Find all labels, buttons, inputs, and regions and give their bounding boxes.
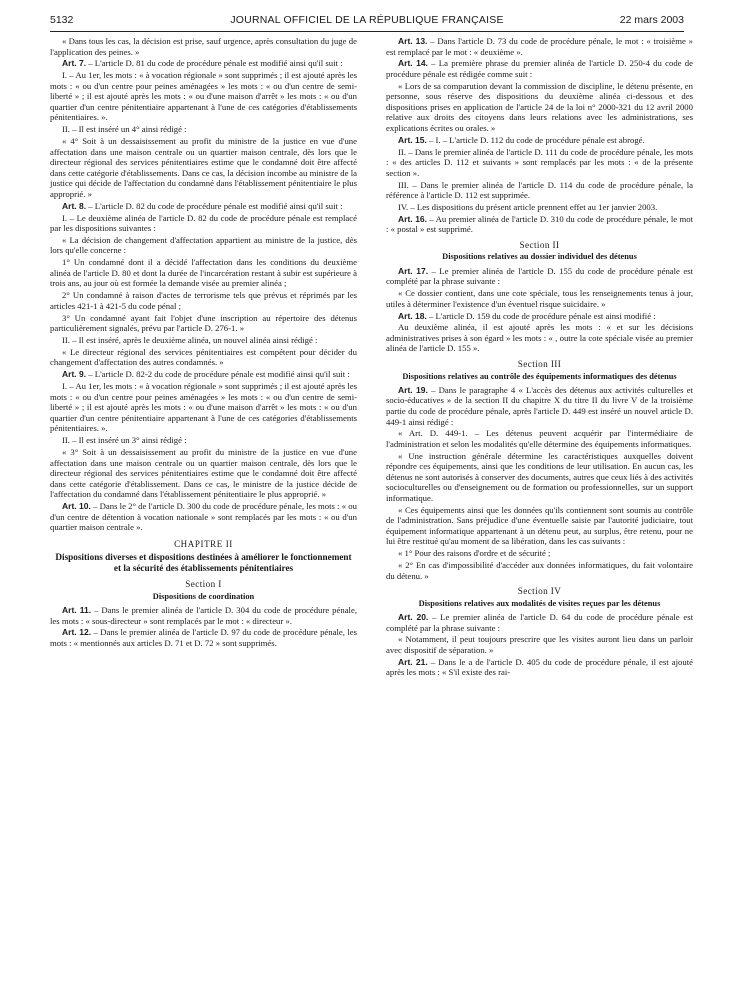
header-rule — [50, 31, 684, 32]
article-text: – La première phrase du premier alinéa de l'article D. 250-4 du code de procédure pénale est rédigée comme suit : — [386, 58, 693, 79]
paragraph: IV. – Les dispositions du présent article prennent effet au 1er janvier 2003. — [398, 201, 658, 212]
article-text: – Dans l'article D. 73 du code de procédure pénale, le mot : « troisième » est remplacé par le mot : « deuxième ». — [386, 36, 693, 57]
paragraph: « 3° Soit à un dessaisissement au profit du ministre de la justice en vue d'une affectation dans une maison centrale ou un quartier maison centrale, dès lors que le directeur régional des services pénitentiaires estime que le condamné doit être affecté dans cette catégorie d'établissement. Dans ce cas, le ministre de la justice décide de l'affectation du condamné dans l'établissement pénitentiaire le plus approprié. » — [50, 446, 357, 500]
paragraph: « Notamment, il peut toujours prescrire que les visites auront lieu dans un parloir avec dispositif de séparation. » — [386, 634, 693, 655]
article-label: Art. 15. — [398, 134, 427, 145]
article-label: Art. 19. — [398, 384, 428, 395]
paragraph: III. – Dans le premier alinéa de l'article D. 114 du code de procédure pénale, la référence à l'article D. 112 est supprimée. — [386, 179, 693, 201]
article-paragraph — [386, 58, 693, 79]
article-paragraph — [50, 201, 357, 212]
section-title: Dispositions relatives au contrôle des équipements informatiques des détenus — [402, 371, 677, 381]
article-text: – Dans le premier alinéa de l'article D. 97 du code de procédure pénale, les mots : « mentionnés aux articles D. 71 et D. 72 » sont supprimés. — [50, 627, 357, 648]
article-label: Art. 14. — [398, 58, 428, 69]
paragraph: II. – Il est inséré un 3° ainsi rédigé : — [62, 435, 187, 446]
article-paragraph — [386, 214, 693, 235]
article-label: Art. 9. — [62, 369, 87, 380]
article-text: – Dans le premier alinéa de l'article D. 304 du code de procédure pénale, les mots : « sous-directeur » sont remplacés par le mot : « directeur ». — [50, 605, 357, 626]
article-label: Art. 21. — [398, 656, 428, 667]
paragraph: « Art. D. 449-1. – Les détenus peuvent acquérir par l'intermédiaire de l'administration et selon les modalités qu'elle détermine des équipements informatiques. — [386, 428, 693, 449]
article-label: Art. 10. — [62, 501, 91, 512]
article-text: – Au premier alinéa de l'article D. 310 du code de procédure pénale, le mot : « postal » est supprimé. — [386, 213, 693, 235]
article-paragraph — [50, 58, 357, 69]
paragraph: « 1° Pour des raisons d'ordre et de sécurité ; — [398, 548, 551, 559]
article-paragraph — [386, 135, 693, 146]
section-heading: Section I — [185, 579, 222, 590]
paragraph: II. – Dans le premier alinéa de l'article D. 111 du code de procédure pénale, les mots : « des articles D. 112 et suivants » sont remplacés par les mots : « de la présente section ». — [386, 146, 693, 178]
paragraph: 1° Un condamné dont il a décidé l'affectation dans les conditions du deuxième alinéa de l'article D. 80 et dont la durée de l'incarcération restant à subir est supérieure à trois ans, au jour où est formée la demande visée au premier alinéa ; — [50, 257, 357, 289]
paragraph: I. – Au 1er, les mots : « à vocation régionale » sont supprimés ; il est ajouté après les mots : « ou d'un centre pour peines aménagées » les mots : « ou d'un centre de semi-liberté » ; il est ajouté après les mots : « ou d'une maison d'arrêt » les mots : « ou d'un quartier d'un centre pénitentiaire appartenant à l'une de ces catégories d'établissements pénitentiaires. ». — [50, 70, 357, 123]
paragraph: 3° Un condamné ayant fait l'objet d'une inscription au répertoire des détenus particulièrement signalés, prévu par l'article D. 276-1. » — [50, 312, 357, 334]
article-label: Art. 12. — [62, 627, 92, 638]
journal-title: JOURNAL OFFICIEL DE LA RÉPUBLIQUE FRANÇAISE — [230, 14, 504, 26]
article-paragraph — [386, 311, 693, 322]
article-text: – L'article D. 81 du code de procédure pénale est modifié ainsi qu'il suit : — [86, 58, 343, 69]
article-paragraph — [386, 266, 693, 287]
paragraph: I. – Au 1er, les mots : « à vocation régionale » sont supprimés ; il est ajouté après les mots : « ou d'un centre pour peines aménagées » les mots : « ou d'un centre de semi-liberté » ; il est ajouté après les mots : « ou d'une maison d'arrêt » les mots : « ou d'un quartier d'un centre pénitentiaire appartenant à l'une de ces catégories d'établissements pénitentiaires. ». — [50, 381, 357, 434]
paragraph: « Lors de sa comparution devant la commission de discipline, le détenu présente, en personne, sous réserve des dispositions du deuxième alinéa ci-dessous et des dispositions prises en application de l'article 24 de la loi n° 2000-321 du 12 avril 2000 relative aux droits des citoyens dans leurs relations avec les administrations, ses explications écrites ou orales. » — [386, 80, 693, 133]
article-paragraph — [50, 369, 357, 380]
article-text: – I. – L'article D. 112 du code de procédure pénale est abrogé. — [426, 134, 645, 145]
article-paragraph — [50, 501, 357, 533]
article-paragraph — [50, 605, 357, 626]
page-header — [50, 10, 684, 28]
paragraph: II. – Il est inséré un 4° ainsi rédigé : — [62, 124, 187, 135]
section-title: Dispositions relatives aux modalités de visites reçues par les détenus — [418, 598, 661, 608]
paragraph: Au deuxième alinéa, il est ajouté après les mots : « et sur les décisions administratives prises à son égard » les mots : « , outre la cote spéciale visée au premier alinéa de l'article D. 155 ». — [386, 322, 693, 354]
paragraph: « Ces équipements ainsi que les données qu'ils contiennent sont soumis au contrôle de l'administration. Sans préjudice d'une éventuelle saisie par l'autorité judiciaire, tout équipement informatique appartenant à un détenu peut, au surplus, être retenu, pour ne lui être restitué qu'au moment de sa libération, dans les cas suivants : — [386, 504, 693, 547]
article-paragraph — [386, 385, 693, 427]
section-title: Dispositions relatives au dossier individuel des détenus — [442, 252, 637, 262]
article-text: – Dans le 2° de l'article D. 300 du code de procédure pénale, les mots : « ou d'un centre de détention à vocation nationale » sont remplacés par les mots : « ou d'un quartier maison centrale ». — [50, 501, 357, 533]
article-label: Art. 20. — [398, 612, 429, 623]
paragraph: I. – Le deuxième alinéa de l'article D. 82 du code de procédure pénale est remplacé par les dispositions suivantes : — [50, 212, 357, 234]
article-label: Art. 11. — [62, 605, 92, 616]
paragraph: II. – Il est inséré, après le deuxième alinéa, un nouvel alinéa ainsi rédigé : — [62, 335, 318, 346]
article-paragraph — [386, 612, 693, 633]
paragraph: « Le directeur régional des services pénitentiaires est compétent pour décider du changement d'affectation des autres condamnés. » — [50, 346, 357, 368]
article-label: Art. 8. — [62, 200, 87, 211]
section-title: Dispositions de coordination — [152, 591, 255, 601]
section-heading: Section III — [517, 359, 562, 370]
paragraph: « Ce dossier contient, dans une cote spéciale, tous les renseignements tenus à jour, utiles à déterminer l'existence d'un éventuel risque suicidaire. » — [386, 288, 693, 309]
article-text: – Le premier alinéa de l'article D. 155 du code de procédure pénale est complété par la phrase suivante : — [386, 265, 693, 287]
article-label: Art. 13. — [398, 36, 428, 46]
article-paragraph — [50, 627, 357, 648]
paragraph: « Dans tous les cas, la décision est prise, sauf urgence, après consultation du juge de l'application des peines. » — [50, 36, 357, 57]
article-label: Art. 16. — [398, 213, 428, 224]
page-number: 5132 — [50, 14, 74, 26]
article-text: – Le premier alinéa de l'article D. 64 du code de procédure pénale est complété par la phrase suivante : — [386, 612, 693, 633]
paragraph: « La décision de changement d'affectation appartient au ministre de la justice, dès lors qu'elle concerne : — [50, 234, 357, 256]
section-heading: Section II — [519, 239, 560, 250]
paragraph: « Une instruction générale détermine les caractéristiques auxquelles doivent répondre ces équipements, ainsi que les conditions de leur utilisation. En aucun cas, les détenus ne sont autorisés à conserver des documents, autres que ceux liés à des activités socioculturelles ou d'enseignement ou de formation ou professionnelles, sur un support informatique. — [386, 450, 693, 503]
article-text: – Dans le paragraphe 4 « L'accès des détenus aux activités culturelles et socio-éducatives » de la section II du chapitre X du titre II du livre V de la troisième partie du code de procédure pénale, après l'article D. 449 est inséré un nouvel article D. 449-1 ainsi rédigé : — [386, 384, 693, 427]
article-label: Art. 18. — [398, 310, 427, 321]
article-paragraph — [386, 36, 693, 57]
paragraph: « 2° En cas d'impossibilité d'accéder aux données informatiques, du fait volontaire du détenu. » — [386, 560, 693, 581]
article-label: Art. 17. — [398, 265, 429, 276]
paragraph: 2° Un condamné à raison d'actes de terrorisme tels que prévus et réprimés par les articles 421-1 à 421-5 du code pénal ; — [50, 290, 357, 311]
publication-date: 22 mars 2003 — [619, 14, 684, 26]
chapter-heading: CHAPITRE II — [174, 538, 233, 549]
section-heading: Section IV — [517, 586, 562, 597]
article-text: – Dans le a de l'article D. 405 du code de procédure pénale, il est ajouté après les mots : « S'il existe des rai- — [386, 656, 693, 678]
article-text: – L'article D. 159 du code de procédure pénale est ainsi modifié : — [426, 310, 656, 321]
right-column — [386, 36, 693, 679]
article-text: – L'article D. 82-2 du code de procédure pénale est modifié ainsi qu'il suit : — [86, 369, 350, 380]
article-label: Art. 7. — [62, 58, 87, 69]
article-text: – L'article D. 82 du code de procédure pénale est modifié ainsi qu'il suit : — [86, 200, 343, 211]
left-column — [50, 36, 357, 650]
article-paragraph — [386, 657, 693, 678]
paragraph: « 4° Soit à un dessaisissement au profit du ministre de la justice en vue d'une affectation dans une maison centrale ou un quartier maison centrale, dès lors que le directeur régional des services pénitentiaires estime que le condamné doit être affecté dans cette catégorie d'établissements. Dans ce cas, la décision incombe au ministre de la justice qui décide de l'affectation du condamné dans l'établissement pénitentiaire le plus approprié. » — [50, 136, 357, 199]
chapter-title: Dispositions diverses et dispositions destinées à améliorer le fonctionnement et la sécurité des établissements pénitentiaires — [55, 552, 352, 574]
